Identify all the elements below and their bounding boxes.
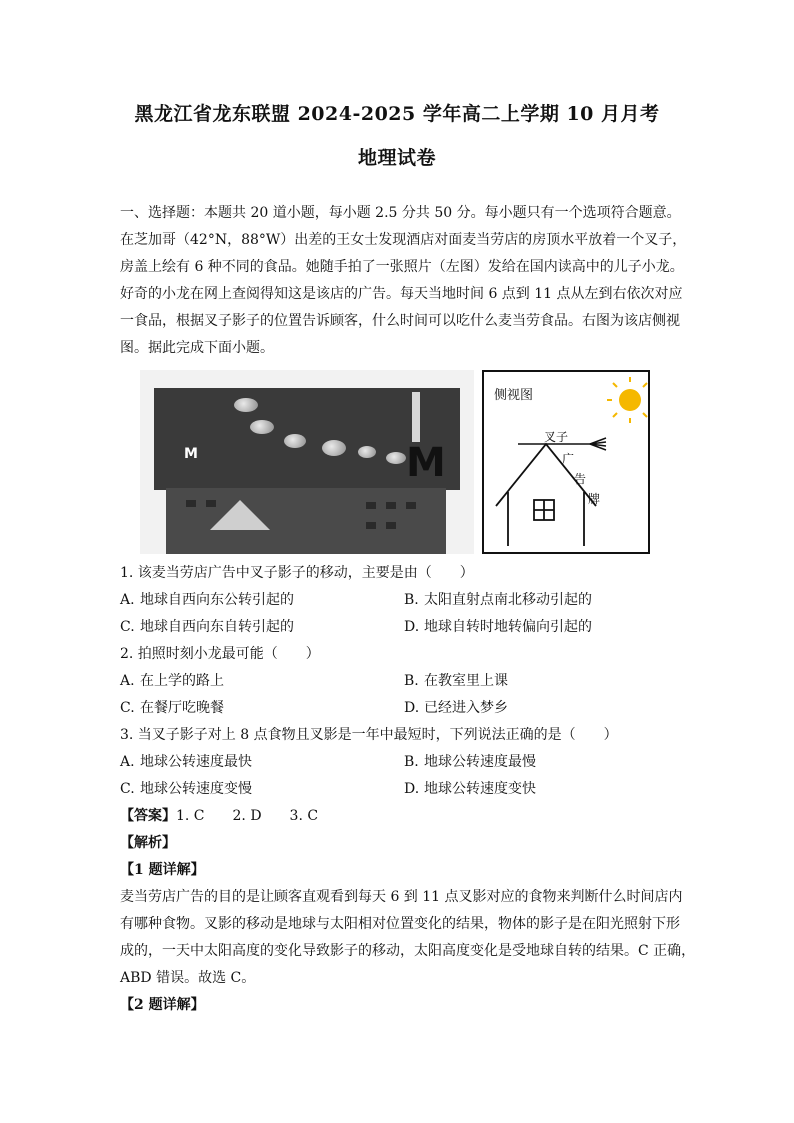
mcdonalds-logo-small: M xyxy=(184,446,198,462)
side-view-title: 侧视图 xyxy=(494,388,534,403)
page-title: 黑龙江省龙东联盟 2024-2025 学年高二上学期 10 月月考 xyxy=(134,103,660,125)
fork-shadow xyxy=(412,392,420,442)
food-item-icon xyxy=(250,420,274,434)
food-item-icon xyxy=(284,434,306,448)
fork-label: 叉子 xyxy=(544,430,569,444)
option-d: D. 地球公转速度变快 xyxy=(404,781,536,797)
option-a: A. 地球公转速度最快 xyxy=(120,754,252,770)
answer-label: 【答案】 xyxy=(120,808,176,824)
billboard-photo xyxy=(140,370,474,554)
option-a: A. 在上学的路上 xyxy=(120,673,224,689)
answer-text: 1. C 2. D 3. C xyxy=(176,808,319,824)
option-d: D. 已经进入梦乡 xyxy=(404,700,508,716)
intro-line: 图。据此完成下面小题。 xyxy=(120,340,274,356)
page-subtitle: 地理试卷 xyxy=(357,147,436,169)
option-c: C. 在餐厅吃晚餐 xyxy=(120,700,224,716)
billboard-label-char: 告 xyxy=(574,472,587,486)
option-d: D. 地球自转时地转偏向引起的 xyxy=(404,619,592,635)
building xyxy=(166,488,446,554)
intro-line: 一食品，根据叉子影子的位置告诉顾客，什么时间可以吃什么麦当劳食品。右图为该店侧视 xyxy=(120,313,680,329)
food-coffee-icon xyxy=(234,398,258,412)
option-c: C. 地球自西向东自转引起的 xyxy=(120,619,294,635)
analysis-label: 【解析】 xyxy=(120,835,176,851)
food-item-icon xyxy=(386,452,406,464)
detail1-line: 成的，一天中太阳高度的变化导致影子的移动，太阳高度变化是受地球自转的结果。C 正确， xyxy=(120,943,696,959)
billboard xyxy=(154,388,460,490)
food-burger-icon xyxy=(322,440,346,456)
building-roof xyxy=(210,500,270,530)
intro-line: 在芝加哥（42°N，88°W）出差的王女士发现酒店对面麦当劳店的房顶水平放着一个叉子， xyxy=(120,232,687,248)
option-c: C. 地球公转速度变慢 xyxy=(120,781,252,797)
option-a: A. 地球自西向东公转引起的 xyxy=(120,592,294,608)
billboard-label-char: 牌 xyxy=(588,492,601,506)
question-stem: 1. 该麦当劳店广告中叉子影子的移动，主要是由（ ） xyxy=(120,565,474,581)
question-stem: 3. 当叉子影子对上 8 点食物且叉影是一年中最短时，下列说法正确的是（ ） xyxy=(120,727,618,743)
detail1-label: 【1 题详解】 xyxy=(120,862,205,878)
detail1-line: 有哪种食物。叉影的移动是地球与太阳相对位置变化的结果，物体的影子是在阳光照射下形 xyxy=(120,916,680,932)
sun-icon xyxy=(607,377,648,423)
detail2-label: 【2 题详解】 xyxy=(120,997,205,1013)
house-icon xyxy=(496,444,596,546)
question-stem: 2. 拍照时刻小龙最可能（ ） xyxy=(120,646,320,662)
food-item-icon xyxy=(358,446,376,458)
detail1-line: 麦当劳店广告的目的是让顾客直观看到每天 6 到 11 点叉影对应的食物来判断什么时间店内 xyxy=(120,889,683,905)
option-b: B. 地球公转速度最慢 xyxy=(404,754,536,770)
section-heading: 一、选择题：本题共 20 道小题，每小题 2.5 分共 50 分。每小题只有一个选项符合题意。 xyxy=(120,205,681,221)
answer-line xyxy=(120,806,318,826)
intro-line: 房盖上绘有 6 种不同的食品。她随手拍了一张照片（左图）发给在国内读高中的儿子小龙。 xyxy=(120,259,684,275)
option-b: B. 太阳直射点南北移动引起的 xyxy=(404,592,592,608)
option-b: B. 在教室里上课 xyxy=(404,673,508,689)
intro-line: 好奇的小龙在网上查阅得知这是该店的广告。每天当地时间 6 点到 11 点从左到右依次对应 xyxy=(120,286,683,302)
billboard-label-char: 广 xyxy=(562,452,575,466)
side-view-diagram xyxy=(482,370,650,554)
mcdonalds-logo-large: M xyxy=(406,440,443,486)
detail1-line: ABD 错误。故选 C。 xyxy=(120,970,256,986)
